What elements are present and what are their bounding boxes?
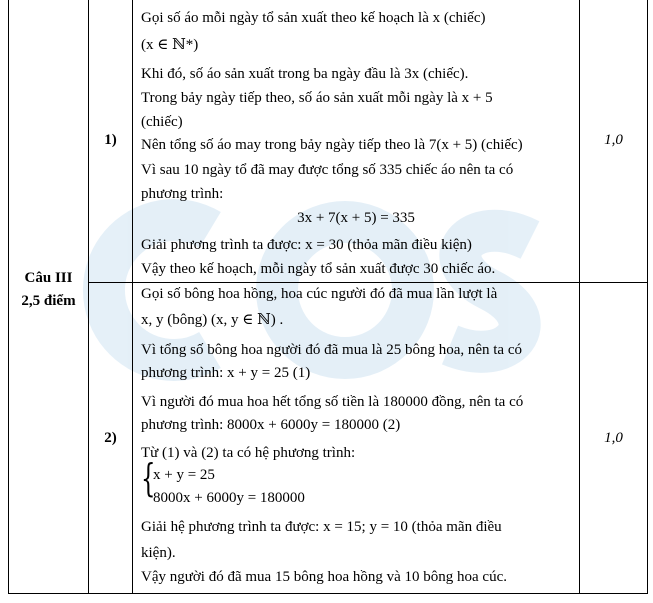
part2-line-7: Từ (1) và (2) ta có hệ phương trình: [141,445,356,461]
part2-line-12: Vậy người đó đã mua 15 bông hoa hồng và 10 bông hoa cúc. [141,569,507,585]
part1-content [133,0,580,283]
part1-line-6: Nên tổng số áo may trong bảy ngày tiếp theo là 7(x + 5) (chiếc) [141,137,523,153]
part2-score: 1,0 [580,283,648,594]
system-eq-1: x + y = 25 [153,467,215,483]
part2-line-11: kiện). [141,545,176,561]
question-points: 2,5 điểm [21,293,76,309]
part2-line-4: phương trình: x + y = 25 (1) [141,365,311,381]
system-eq-2: 8000x + 6000y = 180000 [153,490,305,506]
part1-equation: 3x + 7(x + 5) = 335 [297,210,415,226]
system-brace: { [141,456,156,500]
part1-number: 1) [89,0,133,283]
part1-line-2: (x ∈ ℕ*) [141,37,199,53]
part1-line-4: Trong bảy ngày tiếp theo, số áo sản xuất mỗi ngày là x + 5 [141,90,493,106]
part2-line-5: Vì người đó mua hoa hết tổng số tiền là 180000 đồng, nên ta có [141,394,524,410]
part2-line-2: x, y (bông) (x, y ∈ ℕ) . [141,312,284,328]
question-label: Câu III [24,270,73,286]
part2-content [133,283,580,594]
part1-score: 1,0 [580,0,648,283]
answer-table [8,0,648,594]
part2-line-10: Giải hệ phương trình ta được: x = 15; y = 10 (thỏa mãn điều [141,519,502,535]
part2-number: 2) [89,283,133,594]
part2-line-1: Gọi số bông hoa hồng, hoa cúc người đó đã mua lần lượt là [141,286,498,302]
part1-line-8: phương trình: [141,186,224,202]
part1-line-10: Giải phương trình ta được: x = 30 (thỏa mãn điều kiện) [141,237,472,253]
part2-line-3: Vì tổng số bông hoa người đó đã mua là 25 bông hoa, nên ta có [141,342,522,358]
part2-line-6: phương trình: 8000x + 6000y = 180000 (2) [141,417,401,433]
part1-line-1: Gọi số áo mỗi ngày tổ sản xuất theo kế hoạch là x (chiếc) [141,10,486,26]
part1-line-5: (chiếc) [141,114,183,130]
question-cell [9,0,89,594]
part1-line-11: Vậy theo kế hoạch, mỗi ngày tổ sản xuất được 30 chiếc áo. [141,261,496,277]
part1-line-7: Vì sau 10 ngày tổ đã may được tổng số 335 chiếc áo nên ta có [141,162,514,178]
part1-line-3: Khi đó, số áo sản xuất trong ba ngày đầu là 3x (chiếc). [141,66,469,82]
